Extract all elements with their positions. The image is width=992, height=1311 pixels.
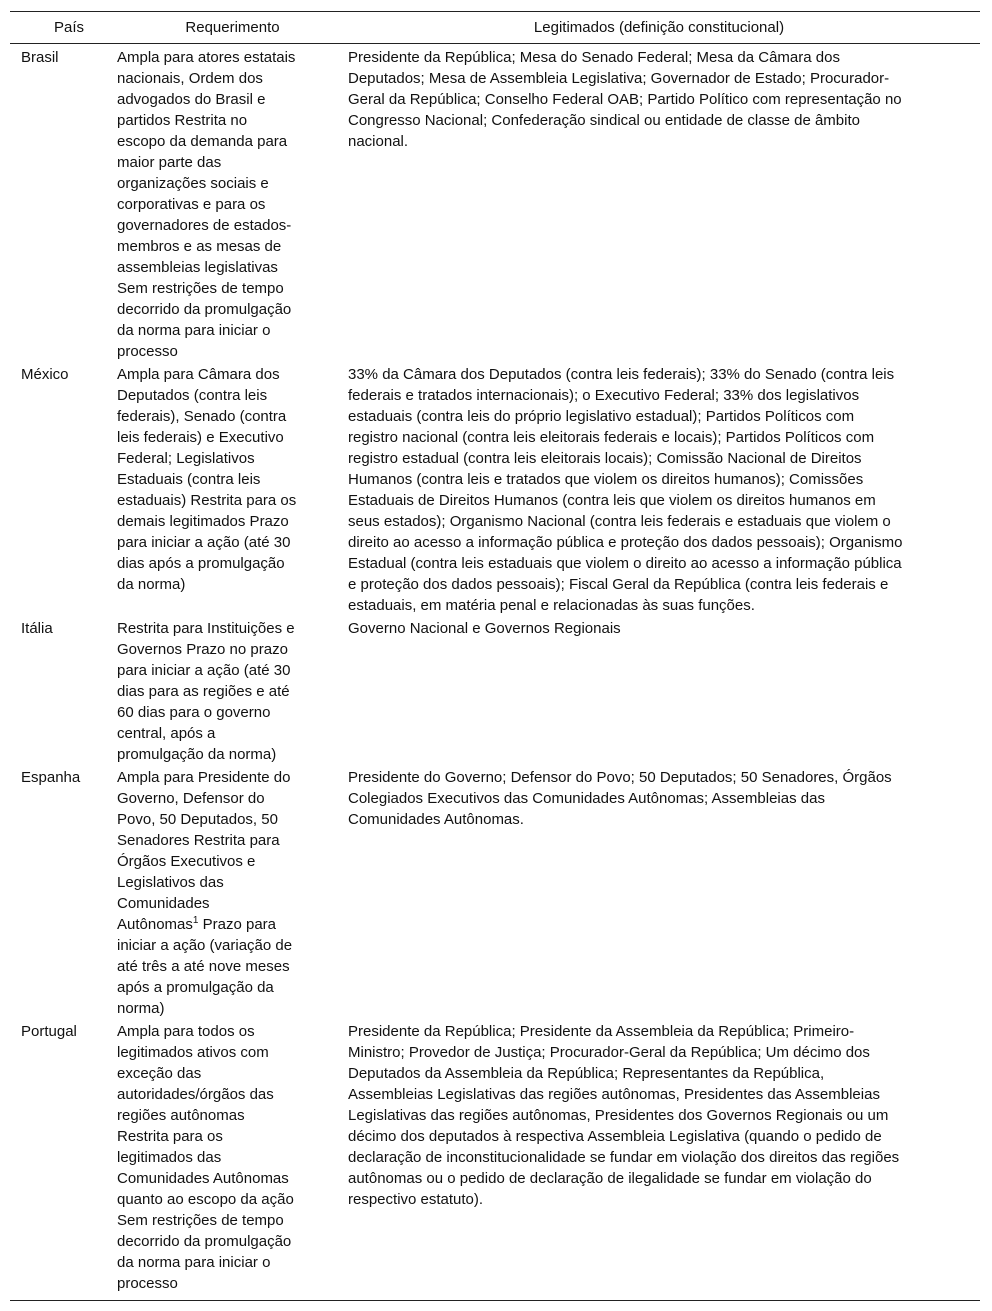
country-cell: Portugal xyxy=(10,1019,117,1301)
country-cell: Itália xyxy=(21,620,53,637)
requirement-cell: Ampla para atores estatais nacionais, Ordem dos advogados do Brasil e partidos Restrita no escopo da demanda para maior parte das organizações sociais e corporativas e para os governadores de estados- membros e as mesas de assembleias legislativas Sem restrições de tempo decorrido da promulgação da norma para iniciar o processo xyxy=(117,49,296,360)
requirement-text: Ampla para Presidente do Governo, Defensor do Povo, 50 Deputados, 50 Senadores Restrita para Órgãos Executivos e Legislativos das Comunidades Autônomas xyxy=(117,769,291,933)
footnote-marker: 1 xyxy=(192,915,199,926)
requirement-text-continued: Prazo para iniciar a ação (variação de até três a até nove meses após a promulgação da norma) xyxy=(117,916,293,1017)
table-row xyxy=(10,765,980,1019)
legitimados-cell: Presidente do Governo; Defensor do Povo; 50 Deputados; 50 Senadores, Órgãos Colegiados Executivos das Comunidades Autônomas; Assembleias das Comunidades Autônomas. xyxy=(348,769,892,828)
country-cell: México xyxy=(21,366,69,383)
header-row xyxy=(10,12,980,44)
comparison-table xyxy=(10,11,980,1301)
requirement-cell: Restrita para Instituições e Governos Prazo no prazo para iniciar a ação (até 30 dias para as regiões e até 60 dias para o governo central, após a promulgação da norma) xyxy=(117,620,295,763)
requirement-cell: Ampla para Câmara dos Deputados (contra leis federais), Senado (contra leis federais) e Executivo Federal; Legislativos Estaduais (contra leis estaduais) Restrita para os demais legitimados Prazo para iniciar a ação (até 30 dias após a promulgação da norma) xyxy=(117,366,297,593)
table-row xyxy=(10,1019,980,1301)
header-legitimados: Legitimados (definição constitucional) xyxy=(348,12,980,44)
legitimados-cell: Presidente da República; Mesa do Senado Federal; Mesa da Câmara dos Deputados; Mesa de Assembleia Legislativa; Governador de Estado; Procurador- Geral da República; Conselho Federal OAB; Partido Político com representação no Congresso Nacional; Confederação sindical ou entidade de classe de âmbito nacional. xyxy=(348,49,902,150)
header-requirement: Requerimento xyxy=(117,12,348,44)
country-cell: Espanha xyxy=(21,769,81,786)
legitimados-cell: 33% da Câmara dos Deputados (contra leis federais); 33% do Senado (contra leis federais e tratados internacionais); o Executivo Federal; 33% dos legislativos estaduais (contra leis do próprio legislativo estadual); Partidos Políticos com registro nacional (contra leis eleitorais federais e locais); Partidos Políticos com registro estadual (contra leis eleitorais locais); Comissão Nacional de Direitos Humanos (contra leis e tratados que violem os direitos humanos); Comissões Estaduais de Direitos Humanos (contra leis que violem os direitos humanos em seus estados); Organismo Nacional (contra leis federais e estaduais que violem o direito ao acesso a informação pública e proteção dos dados pessoais); Organismo Estadual (contra leis estaduais que violem o direito ao acesso a informação pública e proteção dos dados pessoais); Fiscal Geral da República (contra leis federais e estaduais, em matéria penal e relacionadas às suas funções. xyxy=(348,366,903,614)
table-row xyxy=(10,44,980,363)
country-cell: Brasil xyxy=(21,49,59,66)
legitimados-cell: Governo Nacional e Governos Regionais xyxy=(348,620,621,637)
requirement-cell xyxy=(117,765,348,1019)
header-country: País xyxy=(10,12,117,44)
table-row xyxy=(10,362,980,616)
table-row xyxy=(10,616,980,765)
legitimados-cell: Presidente da República; Presidente da Assembleia da República; Primeiro- Ministro; Provedor de Justiça; Procurador-Geral da República; Um décimo dos Deputados da Assembleia da República; Representantes da República, Assembleias Legislativas das regiões autônomas, Presidentes das Assembleias Legislativas das regiões autônomas, Presidentes dos Governos Regionais ou um décimo dos deputados à respectiva Assembleia Legislativa (quando o pedido de declaração de inconstitucionalidade se fundar em violação dos direitos das regiões autônomas ou o pedido de declaração de ilegalidade se fundar em violação do respectivo estatuto). xyxy=(348,1019,980,1301)
requirement-cell: Ampla para todos os legitimados ativos com exceção das autoridades/órgãos das regiões autônomas Restrita para os legitimados das Comunidades Autônomas quanto ao escopo da ação Sem restrições de tempo decorrido da promulgação da norma para iniciar o processo xyxy=(117,1019,348,1301)
